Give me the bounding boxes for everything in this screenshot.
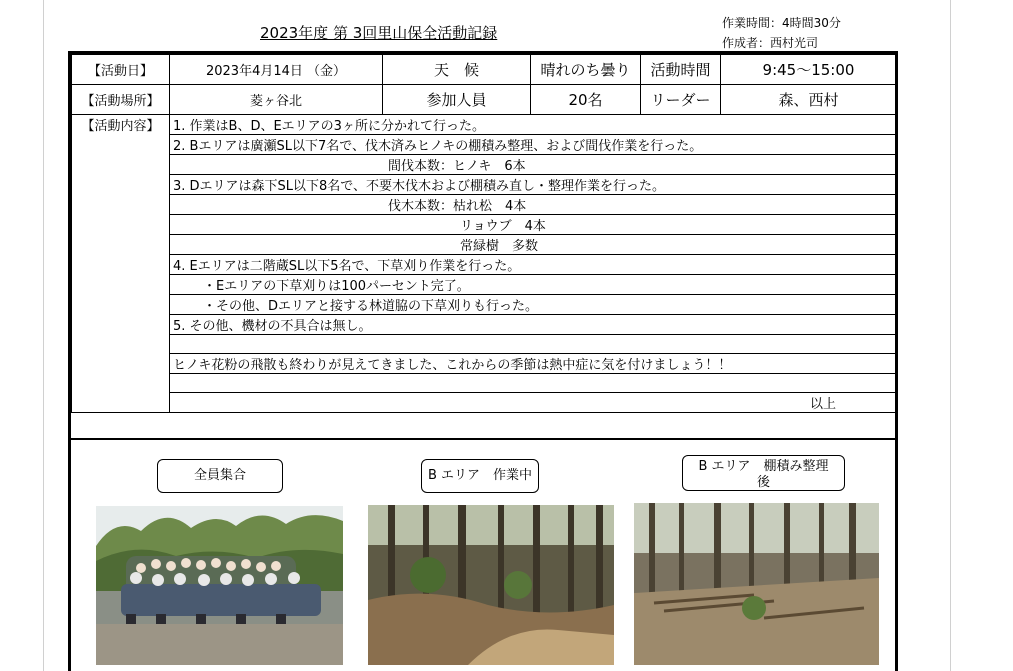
- leader-label: リーダー: [641, 85, 721, 115]
- content-line: 間伐本数：ヒノキ 6本: [170, 155, 897, 175]
- content-line: [170, 374, 897, 393]
- content-line: 3. Dエリアは森下SL以下8名で、不要木伐木および棚積み直し・整理作業を行った。: [170, 175, 897, 195]
- section-divider: [71, 438, 896, 440]
- time-label: 活動時間: [641, 55, 721, 85]
- content-line: 4. Eエリアは二階蔵SL以下5名で、下草刈り作業を行った。: [170, 255, 897, 275]
- closing-mark: 以上: [170, 393, 897, 413]
- content-line: 1. 作業はB、D、Eエリアの3ヶ所に分かれて行った。: [170, 115, 897, 135]
- content-line: 5. その他、機材の不具合は無し。: [170, 315, 897, 335]
- content-line: ・その他、Dエリアと接する林道脇の下草刈りも行った。: [170, 295, 897, 315]
- date-label: 【活動日】: [72, 55, 170, 85]
- content-line: ・Eエリアの下草刈りは100パーセント完了。: [170, 275, 897, 295]
- weather-label: 天 候: [383, 55, 531, 85]
- photo-caption-1: 全員集合: [157, 459, 283, 493]
- forest-work-photo: [368, 505, 614, 665]
- content-line: 常緑樹 多数: [170, 235, 897, 255]
- author: 作成者：西村光司: [722, 36, 819, 50]
- content-line: リョウブ 4本: [170, 215, 897, 235]
- content-line: [170, 335, 897, 354]
- page-edge-left: [43, 0, 44, 671]
- activity-record-table: [71, 54, 897, 413]
- content-label: 【活動内容】: [72, 115, 170, 413]
- place-value: 菱ヶ谷北: [170, 85, 383, 115]
- weather-value: 晴れのち曇り: [531, 55, 641, 85]
- group-photo: [96, 506, 343, 665]
- page-title: 2023年度 第 3回里山保全活動記録: [260, 24, 498, 42]
- time-value: 9:45～15:00: [721, 55, 897, 85]
- date-value: 2023年4月14日 （金）: [170, 55, 383, 85]
- work-time: 作業時間：4時間30分: [722, 16, 841, 30]
- photo-caption-2: B エリア 作業中: [421, 459, 539, 493]
- place-label: 【活動場所】: [72, 85, 170, 115]
- members-value: 20名: [531, 85, 641, 115]
- pile-tidy-photo: [634, 503, 879, 665]
- page-edge-right: [950, 0, 951, 671]
- content-line: 2. Bエリアは廣瀬SL以下7名で、伐木済みヒノキの棚積み整理、および間伐作業を行った。: [170, 135, 897, 155]
- leader-value: 森、西村: [721, 85, 897, 115]
- photo-caption-3: B エリア 棚積み整理後: [682, 455, 845, 491]
- content-line: ヒノキ花粉の飛散も終わりが見えてきました、これからの季節は熱中症に気を付けましょう！！: [170, 354, 897, 374]
- members-label: 参加人員: [383, 85, 531, 115]
- content-line: 伐木本数：枯れ松 4本: [170, 195, 897, 215]
